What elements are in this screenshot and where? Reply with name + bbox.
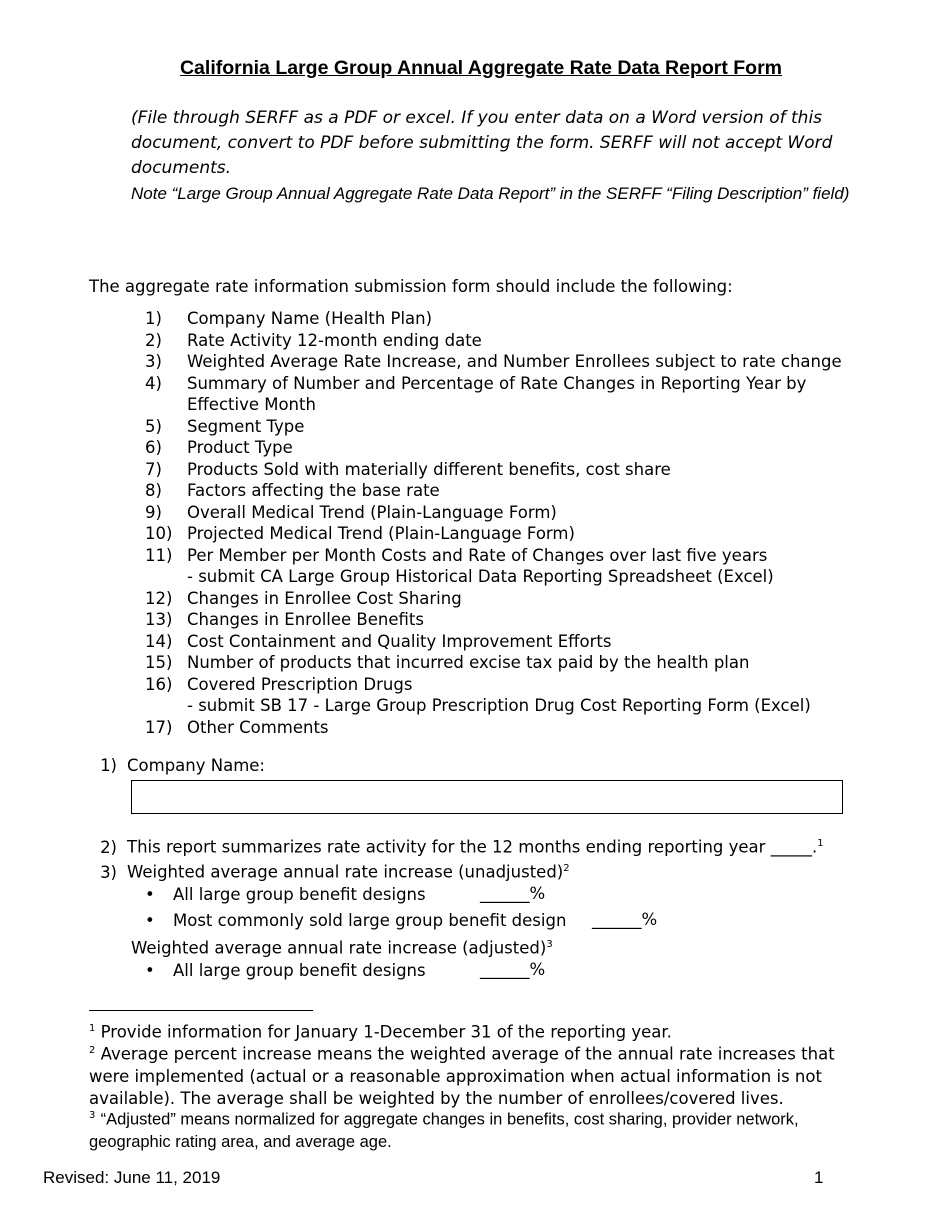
list-item [145,416,865,438]
question-number: 3) [100,862,117,882]
list-item-text [187,631,865,653]
list-item-label: Cost Containment and Quality Improvement Efforts [187,631,612,651]
list-item [145,652,865,674]
list-item-number: 17) [145,717,173,737]
bullet-all-designs-adjusted [145,960,426,982]
list-item-number: 1) [145,309,162,328]
list-item-subtext: - submit CA Large Group Historical Data Reporting Spreadsheet (Excel) [187,567,774,586]
list-item-number: 2) [145,330,162,350]
list-item-number: 9) [145,502,162,522]
list-item [145,308,865,330]
list-item [145,631,865,653]
filing-note: Note “Large Group Annual Aggregate Rate Data Report” in the SERFF “Filing Description” field) [131,184,850,203]
list-item-subtext: - submit SB 17 - Large Group Prescription Drug Cost Reporting Form (Excel) [187,696,811,715]
list-intro: The aggregate rate information submission form should include the following: [89,277,733,296]
list-item [145,330,865,352]
list-item-number: 7) [145,459,162,479]
list-item-text [187,674,865,717]
footnote-3 [89,1105,849,1153]
reporting-year-text: This report summarizes rate activity for the 12 months ending reporting year _____. [127,837,818,857]
list-item-label: Covered Prescription Drugs [187,674,413,694]
footnote-2 [89,1040,849,1110]
question-reporting-year [89,833,824,859]
adjusted-label: Weighted average annual rate increase (adjusted) [131,938,547,958]
list-item [145,502,865,524]
list-item [145,717,865,739]
footnote-text: Provide information for January 1-December 31 of the reporting year. [100,1022,672,1042]
list-item-number: 8) [145,481,162,500]
list-item-text [187,480,865,502]
list-item [145,545,865,588]
list-item-label: Per Member per Month Costs and Rate of Changes over last five years [187,545,768,565]
list-item-label: Product Type [187,438,293,457]
list-item-label: Changes in Enrollee Benefits [187,610,424,629]
requirements-list [145,308,865,738]
bullet-most-common-design [145,910,566,932]
list-item-label: Factors affecting the base rate [187,481,440,500]
question-number: 2) [100,837,117,857]
list-item-text [187,351,865,373]
most-common-design-pct[interactable]: ______% [592,910,658,929]
list-item-label: Segment Type [187,416,305,436]
list-item-number: 4) [145,373,162,393]
bullet-all-designs-unadjusted [145,884,426,906]
list-item-number: 12) [145,588,173,608]
list-item-text [187,373,865,416]
all-designs-unadjusted-pct[interactable]: ______% [480,884,546,903]
page-title: California Large Group Annual Aggregate Rate Data Report Form [179,57,783,79]
revision-date: Revised: June 11, 2019 [43,1168,221,1187]
all-designs-adjusted-pct[interactable]: ______% [480,960,546,979]
footnote-ref: 2 [563,863,570,874]
bullet-dot: • [145,885,155,904]
bullet-label: All large group benefit designs [173,885,426,904]
instruction-text: (File through SERFF as a PDF or excel. If you enter data on a Word version of this document, convert to PDF before submitting the form. SERFF will not accept Word documents. [131,108,833,178]
list-item-number: 15) [145,653,173,672]
adjusted-heading [131,934,553,960]
list-item-text [187,609,865,631]
list-item-label: Rate Activity 12-month ending date [187,330,482,350]
list-item-text [187,588,865,610]
list-item-label: Changes in Enrollee Cost Sharing [187,588,462,608]
question-rate-increase [89,858,570,884]
list-item-text [187,308,865,330]
footnote-text: “Adjusted” means normalized for aggregate changes in benefits, cost sharing, provider network, geographic rating area, and average age. [89,1110,799,1151]
list-item-label: Other Comments [187,717,329,737]
list-item-label: Company Name (Health Plan) [187,309,433,328]
filing-instructions [131,106,851,206]
list-item-number: 10) [145,524,173,543]
footnote-ref: 3 [546,939,553,950]
list-item-label: Projected Medical Trend (Plain-Language Form) [187,524,575,543]
list-item [145,437,865,459]
footnote-text: Average percent increase means the weighted average of the annual rate increases that were implemented (actual or a reasonable approximation when actual information is not available). The average shall be weighted by the number of enrollees/covered lives. [89,1044,835,1108]
question-number: 1) [100,756,117,775]
list-item-text [187,437,865,459]
list-item [145,351,865,373]
footnote-number: 2 [89,1045,96,1056]
list-item [145,480,865,502]
list-item-text [187,330,865,352]
bullet-dot: • [145,961,155,980]
list-item-text [187,502,865,524]
list-item-label: Summary of Number and Percentage of Rate Changes in Reporting Year by Effective Month [187,373,807,414]
list-item [145,459,865,481]
list-item-text [187,416,865,438]
company-name-label: Company Name: [127,756,265,775]
list-item-number: 6) [145,438,162,457]
list-item-label: Weighted Average Rate Increase, and Number Enrollees subject to rate change [187,352,842,371]
list-item-text [187,459,865,481]
list-item-number: 3) [145,352,162,371]
list-item-text [187,545,865,588]
list-item-number: 5) [145,416,162,436]
list-item-text [187,717,865,739]
list-item-label: Overall Medical Trend (Plain-Language Form) [187,502,557,522]
bullet-dot: • [145,911,155,930]
list-item [145,674,865,717]
list-item-number: 11) [145,545,173,565]
list-item [145,373,865,416]
footnote-number: 1 [89,1023,96,1034]
company-name-field[interactable] [131,780,843,814]
list-item-number: 16) [145,674,173,694]
footnote-divider [89,1010,313,1011]
footnote-number: 3 [89,1110,96,1121]
list-item-text [187,523,865,545]
question-company-name [89,755,265,777]
unadjusted-label: Weighted average annual rate increase (unadjusted) [127,862,564,882]
list-item-number: 14) [145,631,173,651]
list-item [145,523,865,545]
list-item-label: Products Sold with materially different benefits, cost share [187,459,671,479]
list-item-label: Number of products that incurred excise tax paid by the health plan [187,653,750,672]
list-item [145,588,865,610]
bullet-label: All large group benefit designs [173,961,426,980]
list-item [145,609,865,631]
list-item-text [187,652,865,674]
list-item-number: 13) [145,610,173,629]
page-number: 1 [814,1168,824,1187]
footnote-ref: 1 [817,838,824,849]
bullet-label: Most commonly sold large group benefit design [173,911,567,930]
